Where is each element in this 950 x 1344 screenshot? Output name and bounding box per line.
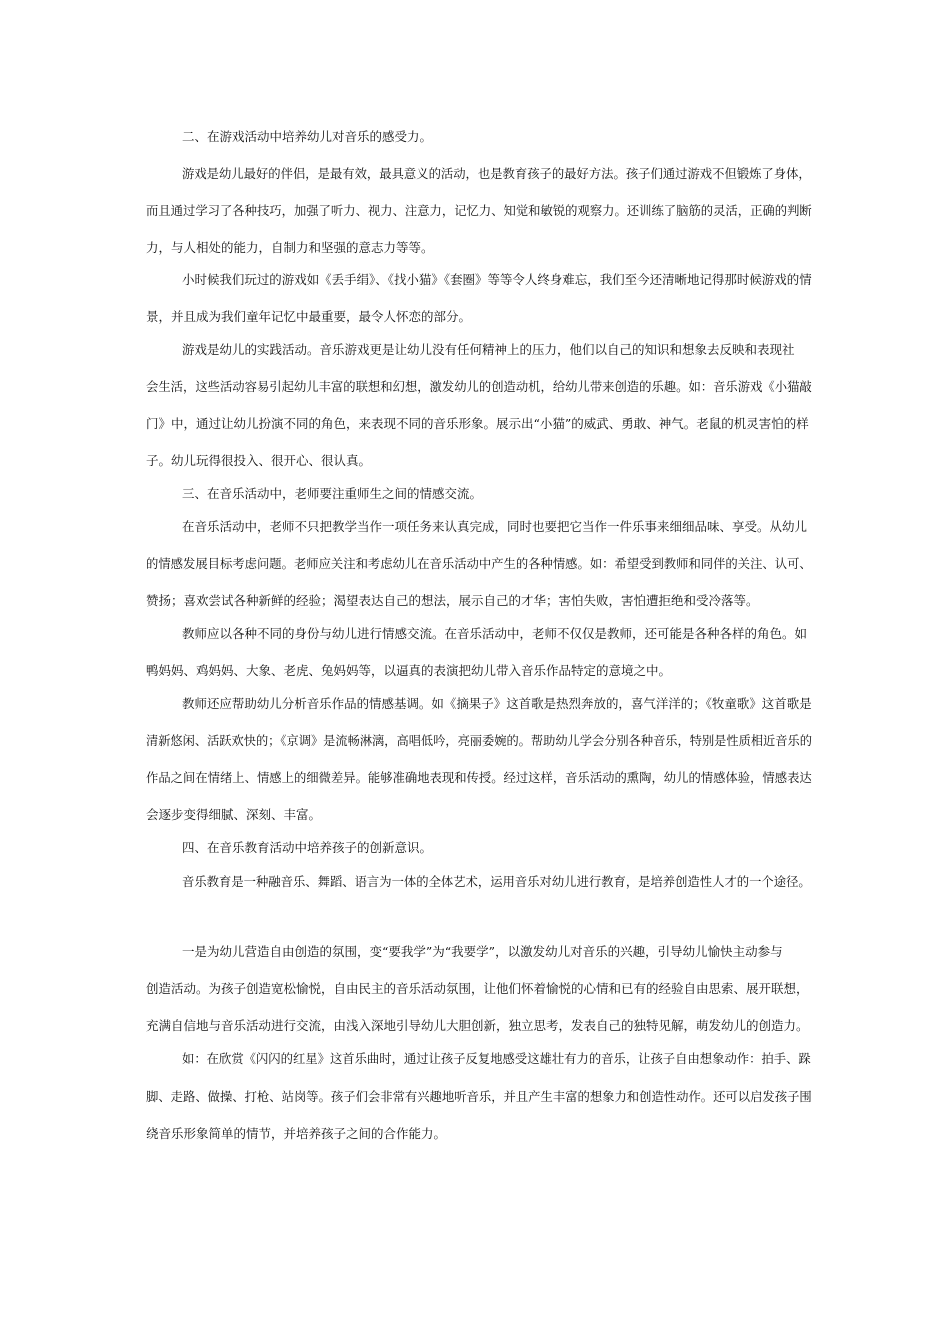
section-heading-4: 四、在音乐教育活动中培养孩子的创新意识。 bbox=[182, 840, 433, 855]
paragraph-line: 游戏是幼儿的实践活动。音乐游戏更是让幼儿没有任何精神上的压力，他们以自己的知识和想象去反映和表现社 bbox=[182, 342, 795, 357]
paragraph-line: 教师应以各种不同的身份与幼儿进行情感交流。在音乐活动中，老师不仅仅是教师，还可能是各种各样的角色。如 bbox=[182, 626, 808, 641]
paragraph-line: 游戏是幼儿最好的伴侣，是最有效，最具意义的活动，也是教育孩子的最好方法。孩子们通过游戏不但锻炼了身体， bbox=[182, 167, 811, 181]
paragraph-line: 清新悠闲、活跃欢快的；《京调》是流畅淋漓，高唱低吟，亮丽委婉的。帮助幼儿学会分别各种音乐，特别是性质相近音乐的 bbox=[146, 734, 812, 748]
paragraph-line: 小时候我们玩过的游戏如《丢手绢》、《找小猫》《套圈》等等令人终身难忘，我们至今还清晰地记得那时候游戏的情 bbox=[182, 272, 812, 287]
paragraph-line: 作品之间在情绪上、情感上的细微差异。能够准确地表现和传授。经过这样，音乐活动的熏陶，幼儿的情感体验，情感表达 bbox=[146, 771, 812, 785]
paragraph-line: 子。幼儿玩得很投入、很开心、很认真。 bbox=[146, 453, 372, 468]
paragraph-line: 音乐教育是一种融音乐、舞蹈、语言为一体的全体艺术，运用音乐对幼儿进行教育，是培养创造性人才的一个途径。 bbox=[182, 875, 811, 889]
paragraph-line: 绕音乐形象简单的情节，并培养孩子之间的合作能力。 bbox=[146, 1126, 447, 1141]
paragraph-line: 创造活动。为孩子创造宽松愉悦，自由民主的音乐活动氛围，让他们怀着愉悦的心情和已有的经验自由思索、展开联想， bbox=[146, 981, 809, 996]
paragraph-line: 一是为幼儿营造自由创造的氛围，变“要我学”为“我要学”，以激发幼儿对音乐的兴趣，引导幼儿愉快主动参与 bbox=[182, 944, 783, 959]
section-heading-2: 二、在游戏活动中培养幼儿对音乐的感受力。 bbox=[182, 129, 433, 144]
paragraph-line: 的情感发展目标考虑问题。老师应关注和考虑幼儿在音乐活动中产生的各种情感。如：希望受到教师和同伴的关注、认可、 bbox=[146, 557, 812, 571]
paragraph-line: 而且通过学习了各种技巧，加强了听力、视力、注意力，记忆力、知觉和敏锐的观察力。还训练了脑筋的灵活，正确的判断 bbox=[146, 204, 812, 218]
paragraph-line: 赞扬；喜欢尝试各种新鲜的经验；渴望表达自己的想法，展示自己的才华；害怕失败，害怕遭拒绝和受冷落等。 bbox=[146, 593, 759, 608]
paragraph-line: 会逐步变得细腻、深刻、丰富。 bbox=[146, 807, 322, 822]
paragraph-line: 门》中，通过让幼儿扮演不同的角色，来表现不同的音乐形象。展示出“小猫”的威武、勇敢、神气。老鼠的机灵害怕的样 bbox=[146, 416, 809, 431]
paragraph-line: 在音乐活动中，老师不只把教学当作一项任务来认真完成，同时也要把它当作一件乐事来细细品味、享受。从幼儿 bbox=[182, 519, 808, 534]
paragraph-line: 充满自信地与音乐活动进行交流，由浅入深地引导幼儿大胆创新，独立思考，发表自己的独特见解，萌发幼儿的创造力。 bbox=[146, 1018, 809, 1033]
paragraph-line: 力，与人相处的能力，自制力和坚强的意志力等等。 bbox=[146, 240, 434, 255]
paragraph-line: 如：在欣赏《闪闪的红星》这首乐曲时，通过让孩子反复地感受这雄壮有力的音乐，让孩子自由想象动作：拍手、跺 bbox=[182, 1052, 811, 1066]
paragraph-line: 鸭妈妈、鸡妈妈、大象、老虎、兔妈妈等，以逼真的表演把幼儿带入音乐作品特定的意境之中。 bbox=[146, 663, 672, 678]
paragraph-line: 会生活，这些活动容易引起幼儿丰富的联想和幻想，激发幼儿的创造动机，给幼儿带来创造的乐趣。如：音乐游戏《小猫敲 bbox=[146, 380, 812, 394]
paragraph-line: 景，并且成为我们童年记忆中最重要，最令人怀恋的部分。 bbox=[146, 309, 472, 324]
section-heading-3: 三、在音乐活动中，老师要注重师生之间的情感交流。 bbox=[182, 486, 483, 501]
paragraph-line: 教师还应帮助幼儿分析音乐作品的情感基调。如《摘果子》这首歌是热烈奔放的，喜气洋洋的；《牧童歌》这首歌是 bbox=[182, 696, 812, 711]
paragraph-line: 脚、走路、做操、打枪、站岗等。孩子们会非常有兴趣地听音乐，并且产生丰富的想象力和创造性动作。还可以启发孩子围 bbox=[146, 1090, 812, 1104]
